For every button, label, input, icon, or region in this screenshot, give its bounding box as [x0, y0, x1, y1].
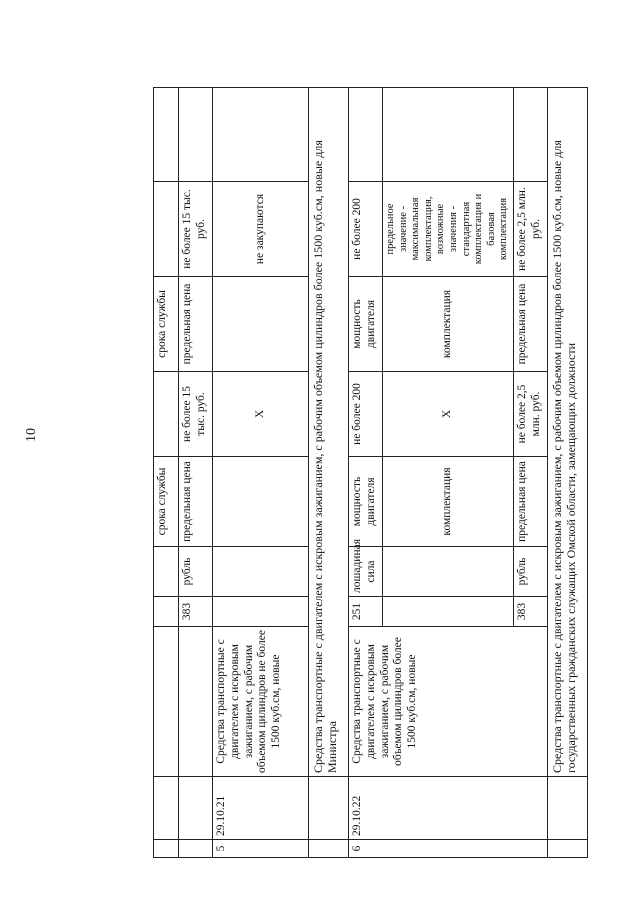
rotated-table-container [153, 88, 603, 858]
lifetime-label: срока службы [154, 457, 179, 547]
cell-empty [213, 457, 309, 547]
x-mark: X [213, 372, 309, 457]
characteristic-value: не более 15 тыс. руб. [179, 182, 213, 277]
table-row [213, 88, 309, 858]
unit-code: 383 [179, 597, 213, 627]
row-number: 6 [349, 840, 548, 858]
characteristic-value: не более 200 [349, 182, 383, 277]
section-header-row [547, 88, 587, 858]
characteristic-name: предельная цена [179, 457, 213, 547]
characteristic-name: мощность двигателя [349, 457, 383, 547]
cell-empty [154, 88, 179, 182]
okpd-code: 29.10.21 [213, 777, 309, 840]
cell-empty [154, 372, 179, 457]
characteristic-value: не более 2,5 млн. руб. [513, 182, 547, 277]
unit-name: рубль [179, 547, 213, 597]
not-purchased-value: не закупаются [213, 182, 309, 277]
cell-empty [154, 182, 179, 277]
cell-empty [213, 547, 309, 597]
x-mark: X [383, 372, 514, 457]
section-header-row [309, 88, 349, 858]
characteristic-name: комплектация [383, 277, 514, 372]
okpd-code: 29.10.22 [349, 777, 548, 840]
unit-code: 251 [349, 597, 383, 627]
cell-empty [309, 840, 349, 858]
cell-empty [154, 547, 179, 597]
characteristic-name: предельная цена [179, 277, 213, 372]
characteristic-name: мощность двигателя [349, 277, 383, 372]
characteristic-value: не более 15 тыс. руб. [179, 372, 213, 457]
cell-empty [213, 88, 309, 182]
cell-empty [383, 547, 514, 597]
cell-empty [547, 777, 587, 840]
unit-name: лошадиная сила [349, 547, 383, 597]
row-number: 5 [213, 840, 309, 858]
cell-empty [547, 840, 587, 858]
characteristic-name: комплектация [383, 457, 514, 547]
requirements-table [153, 87, 588, 858]
cell-empty [309, 777, 349, 840]
characteristic-value: не более 2,5 млн. руб. [513, 372, 547, 457]
unit-name: рубль [513, 547, 547, 597]
cell-empty [179, 777, 213, 840]
characteristic-value: предельное значение - максимальная комплектация, возможные значения - стандартная комплектация и базовая комплектация [383, 182, 514, 277]
cell-empty [179, 840, 213, 858]
cell-empty [383, 88, 514, 182]
cell-empty [154, 627, 179, 777]
cell-empty [179, 627, 213, 777]
section-title: Средства транспортные с двигателем с искровым зажиганием, с рабочим объемом цилиндров более 1500 куб.см, новые для Министра [309, 88, 349, 777]
cell-empty [154, 840, 179, 858]
cell-empty [154, 597, 179, 627]
cell-empty [349, 88, 383, 182]
section-title: Средства транспортные с двигателем с искровым зажиганием, с рабочим объемом цилиндров более 1500 куб.см, новые для государственных гражданских служащих Омской области, замещающих должности [547, 88, 587, 777]
cell-empty [513, 88, 547, 182]
characteristic-value: не более 200 [349, 372, 383, 457]
table-row [349, 88, 383, 858]
cell-empty [383, 597, 514, 627]
item-name: Средства транспортные с двигателем с искровым зажиганием, с рабочим объемом цилиндров не более 1500 куб.см, новые [213, 627, 309, 777]
cell-empty [213, 597, 309, 627]
cell-empty [213, 277, 309, 372]
characteristic-name: предельная цена [513, 457, 547, 547]
unit-code: 383 [513, 597, 547, 627]
page-number: 10 [24, 428, 39, 442]
table-row [154, 88, 179, 858]
cell-empty [179, 88, 213, 182]
table-row [179, 88, 213, 858]
item-name: Средства транспортные с двигателем с искровым зажиганием, с рабочим объемом цилиндров более 1500 куб.см, новые [349, 627, 548, 777]
lifetime-label: срока службы [154, 277, 179, 372]
cell-empty [154, 777, 179, 840]
characteristic-name: предельная цена [513, 277, 547, 372]
